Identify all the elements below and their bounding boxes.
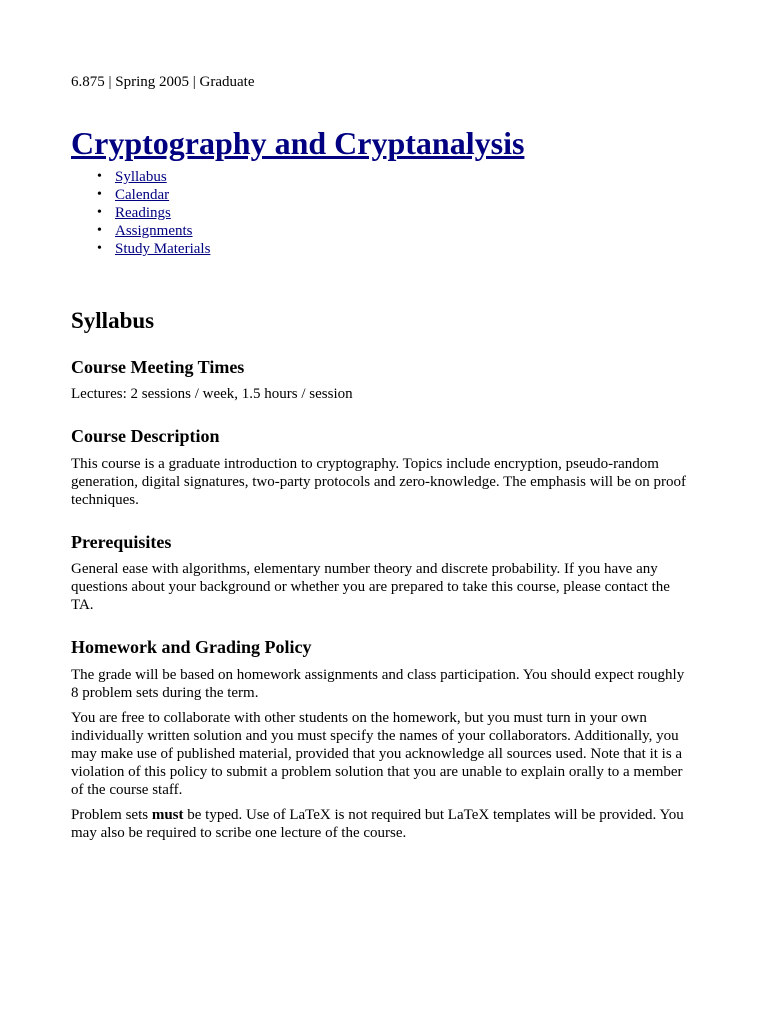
meeting-times-text: Lectures: 2 sessions / week, 1.5 hours / session bbox=[71, 386, 353, 402]
nav-link-assignments[interactable]: Assignments bbox=[115, 223, 193, 239]
nav-link-calendar[interactable]: Calendar bbox=[115, 187, 170, 203]
course-title-link[interactable]: Cryptography and Cryptanalysis bbox=[71, 125, 525, 161]
emphasis-must: must bbox=[151, 807, 184, 823]
grading-paragraph-3 bbox=[71, 806, 691, 842]
grading-paragraph-3-end: be typed. Use of LaTeX is not required but LaTeX templates will be provided. You may also be required to scribe one lecture of the course. bbox=[71, 807, 684, 841]
course-meta: 6.875 | Spring 2005 | Graduate bbox=[71, 74, 255, 90]
section-heading-syllabus: Syllabus bbox=[71, 308, 155, 333]
course-title bbox=[71, 124, 524, 162]
nav-item-syllabus bbox=[71, 168, 210, 186]
nav-item-assignments bbox=[71, 222, 210, 240]
bullet-icon: • bbox=[97, 241, 102, 256]
nav-link-readings[interactable]: Readings bbox=[115, 205, 171, 221]
heading-course-meeting-times: Course Meeting Times bbox=[71, 357, 245, 377]
nav-item-calendar bbox=[71, 186, 210, 204]
bullet-icon: • bbox=[97, 169, 102, 184]
prerequisites-text: General ease with algorithms, elementary number theory and discrete probability. If you have any questions about your background or whether you are prepared to take this course, please contact the TA. bbox=[71, 561, 670, 613]
bullet-icon: • bbox=[97, 205, 102, 220]
heading-prerequisites: Prerequisites bbox=[71, 532, 172, 552]
bullet-icon: • bbox=[97, 223, 102, 238]
nav-link-syllabus[interactable]: Syllabus bbox=[115, 169, 167, 185]
grading-paragraph-3-start: Problem sets bbox=[71, 807, 152, 823]
nav-item-study-materials bbox=[71, 240, 210, 258]
heading-course-description: Course Description bbox=[71, 426, 220, 446]
nav-item-readings bbox=[71, 204, 210, 222]
nav-link-study-materials[interactable]: Study Materials bbox=[115, 241, 211, 257]
bullet-icon: • bbox=[97, 187, 102, 202]
course-description-text: This course is a graduate introduction to cryptography. Topics include encryption, pseudo-random generation, digital signatures, two-party protocols and zero-knowledge. The emphasis will be on proof techniques. bbox=[71, 456, 686, 508]
grading-paragraph-1: The grade will be based on homework assignments and class participation. You should expect roughly 8 problem sets during the term. bbox=[71, 667, 685, 701]
heading-homework-grading-policy: Homework and Grading Policy bbox=[71, 637, 312, 657]
course-nav bbox=[71, 168, 210, 258]
grading-paragraph-2: You are free to collaborate with other students on the homework, but you must turn in your own individually written solution and you must specify the names of your collaborators. Additionally, you may make use of published material, provided that you acknowledge all sources used. Note that it is a violation of this policy to submit a problem solution that you are unable to explain orally to a member of the course staff. bbox=[71, 710, 683, 798]
